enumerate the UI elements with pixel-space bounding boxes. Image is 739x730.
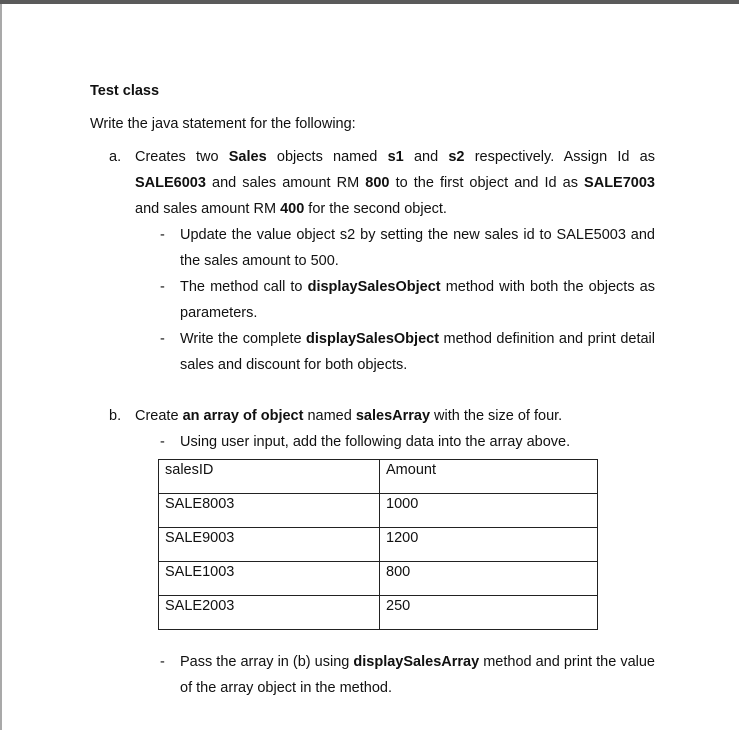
item-a-bullet-3: Write the complete displaySalesObject method definition and print detail sales and discount for both objects. <box>180 331 655 373</box>
cell-salesid: SALE2003 <box>159 596 380 630</box>
column-header-amount: Amount <box>380 460 598 494</box>
sales-table <box>158 459 598 630</box>
cell-amount: 1000 <box>380 494 598 528</box>
cell-amount: 1200 <box>380 528 598 562</box>
item-a-bullet-2: The method call to displaySalesObject method with both the objects as parameters. <box>180 279 655 321</box>
table-header-row <box>159 460 598 494</box>
intro-text: Write the java statement for the following: <box>90 116 356 132</box>
table-row <box>159 562 598 596</box>
item-b-bullet-1: Using user input, add the following data into the array above. <box>180 434 571 450</box>
item-b-marker: b. <box>109 408 122 424</box>
cell-salesid: SALE1003 <box>159 562 380 596</box>
section-heading: Test class <box>90 83 160 99</box>
cell-salesid: SALE9003 <box>159 528 380 562</box>
item-a-marker: a. <box>109 149 122 165</box>
cell-amount: 250 <box>380 596 598 630</box>
cell-salesid: SALE8003 <box>159 494 380 528</box>
item-a-text: Creates two Sales objects named s1 and s2 respectively. Assign Id as SALE6003 and sales amount RM 800 to the first object and Id as SALE7003 and sales amount RM 400 for the second object. <box>135 149 655 217</box>
cell-amount: 800 <box>380 562 598 596</box>
item-a-bullet-1: Update the value object s2 by setting the new sales id to SALE5003 and the sales amount to 500. <box>180 227 655 269</box>
table-row <box>159 494 598 528</box>
bullet-marker: - <box>160 434 165 450</box>
column-header-salesid: salesID <box>159 460 380 494</box>
bullet-marker: - <box>160 227 165 243</box>
bullet-marker: - <box>160 654 165 670</box>
table-row <box>159 596 598 630</box>
bullet-marker: - <box>160 279 165 295</box>
bullet-marker: - <box>160 331 165 347</box>
item-b-bullet-2: Pass the array in (b) using displaySalesArray method and print the value of the array object in the method. <box>180 654 655 696</box>
table-row <box>159 528 598 562</box>
item-b-text: Create an array of object named salesArray with the size of four. <box>135 408 563 424</box>
